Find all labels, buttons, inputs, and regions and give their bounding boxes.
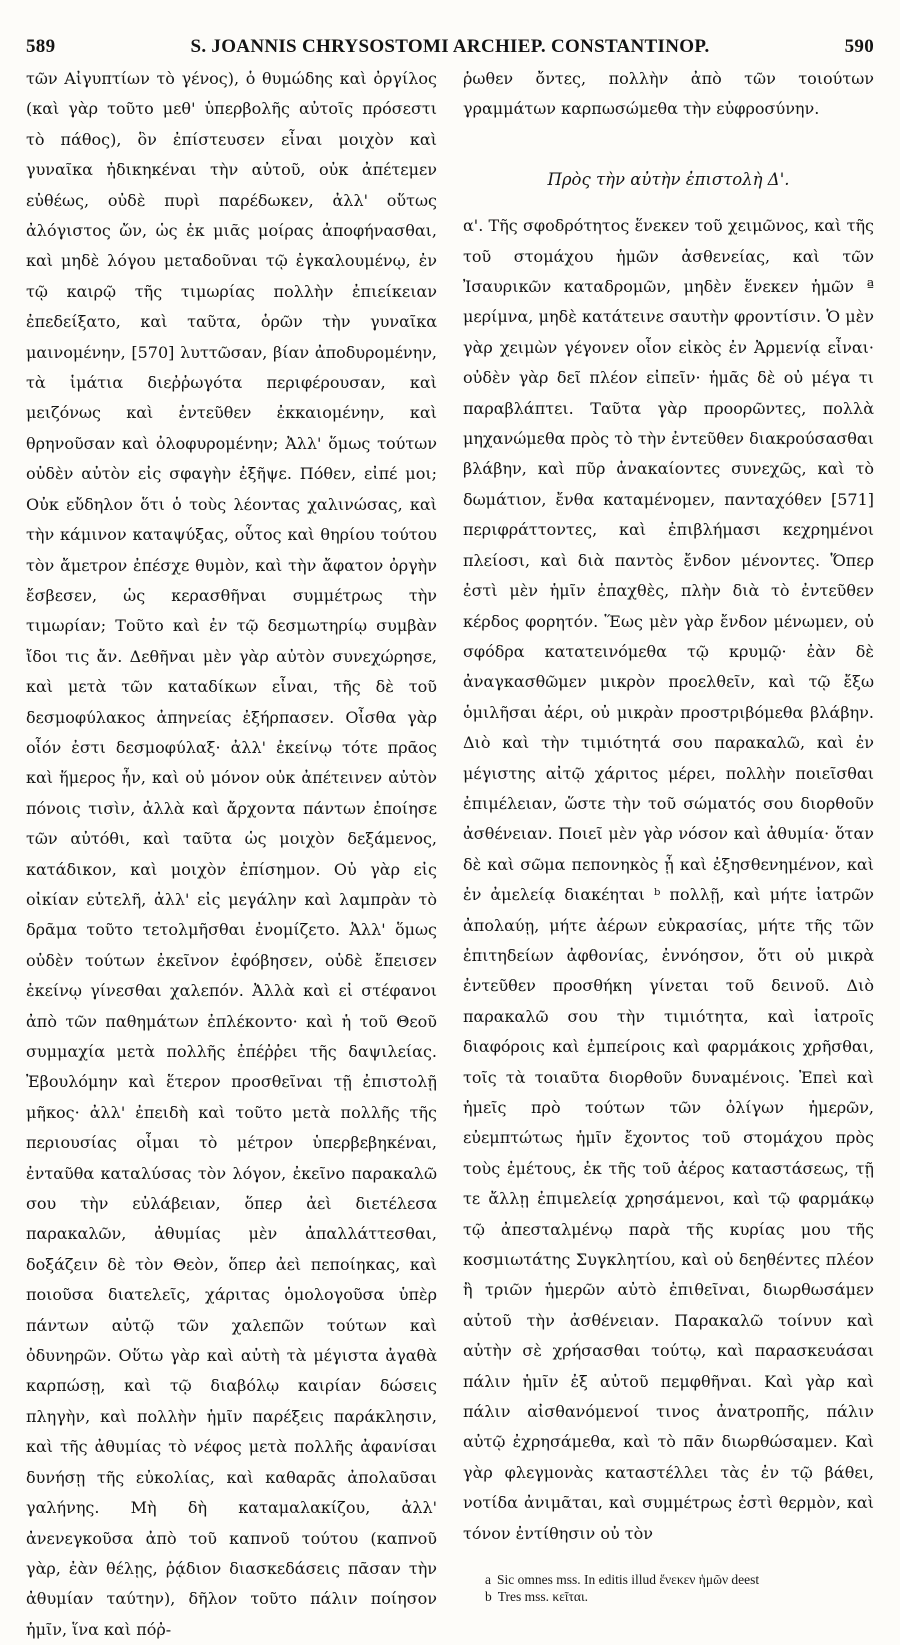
footnote-text: Tres mss. κεῖται. <box>497 1589 589 1605</box>
left-column <box>26 64 437 1645</box>
letter-heading: Πρὸς τὴν αὐτὴν ἐπιστολὴ Δ'. <box>547 169 790 189</box>
running-title: S. JOANNIS CHRYSOSTOMI ARCHIEP. CONSTANTINOP. <box>190 36 710 57</box>
right-column-body: α'. Τῆς σφοδρότητος ἕνεκεν τοῦ χειμῶνος, καὶ τῆς τοῦ στομάχου ἡμῶν ἀσθενείας, καὶ τῶν Ἰσαυρικῶν καταδρομῶν, μηδὲν ἕνεκεν ἡμῶν ª μερίμνα, μηδὲ κατάτεινε σαυτὴν φροντίσιν. Ὁ μὲν γὰρ χειμὼν γέγονεν οἷον εἰκὸς ἐν Ἀρμενίᾳ εἶναι· οὐδὲν γὰρ δεῖ πλέον εἰπεῖν· ἡμᾶς δὲ οὐ μέγα τι παραβλάπτει. Ταῦτα γὰρ προορῶντες, πολλὰ μηχανώμεθα πρὸς τὸ τὴν ἐντεῦθεν διακρούσασθαι βλάβην, καὶ πῦρ ἀνακαίοντες συνεχῶς, καὶ τὸ δωμάτιον, ἔνθα καταμένομεν, πανταχόθεν [571] περιφράττοντες, καὶ ἐπιβλήμασι κεχρημένοι πλείοσι, καὶ διὰ παντὸς ἔνδον μένοντες. Ὅπερ ἐστὶ μὲν ἡμῖν ἐπαχθὲς, πλὴν διὰ τὸ ἐντεῦθεν κέρδος φορητόν. Ἕως μὲν γὰρ ἔνδον μένωμεν, οὐ σφόδρα κατατεινόμεθα τῷ κρυμῷ· ἐὰν δὲ ἀναγκασθῶμεν μικρὸν προελθεῖν, καὶ τῷ ἔξω ὁμιλῆσαι ἀέρι, οὐ μικρὰν προστριβόμεθα βλάβην. Διὸ καὶ τὴν τιμιότητά σου παρακαλῶ, καὶ ἐν μέγιστης αἰτῷ χάριτος μέρει, πολλὴν ποιεῖσθαι ἐπιμέλειαν, ὥστε τὴν τοῦ σώματός σου διορθοῦν ἀσθένειαν. Ποιεῖ μὲν γὰρ νόσον καὶ ἀθυμία· ὅταν δὲ καὶ σῶμα πεπονηκὸς ᾖ καὶ ἐξησθενημένον, καὶ ἐν ἀμελείᾳ διακέηται ᵇ πολλῇ, καὶ μήτε ἰατρῶν ἀπολαύῃ, μήτε ἀέρων εὐκρασίας, μήτε τῆς τῶν ἐπιτηδείων ἀφθονίας, ἐννόησον, ὅτι οὐ μικρὰ ἐντεῦθεν προσθήκη γίνεται τοῦ δεινοῦ. Διὸ παρακαλῶ σου τὴν τιμιότητα, καὶ ἰατροῖς διαφόροις καὶ ἐμπείροις καὶ φαρμάκοις χρῆσθαι, τοῖς τὰ τοιαῦτα διορθοῦν δυναμένοις. Ἐπεὶ καὶ ἡμεῖς πρὸ τούτων τῶν ὀλίγων ἡμερῶν, εὐεμπτώτως ἡμῖν ἔχοντος τοῦ στομάχου πρὸς τοὺς ἐμέτους, ἐκ τῆς τοῦ ἀέρος καταστάσεως, τῇ τε ἄλλῃ ἐπιμελείᾳ χρησάμενοι, καὶ τῷ φαρμάκῳ τῷ ἀπεσταλμένῳ παρὰ τῆς κυρίας μου τῆς κοσμιωτάτης Συγκλητίου, καὶ οὐ δεηθέντες πλέον ἢ τριῶν ἡμερῶν αὐτὸ ἐπιθεῖναι, διωρθωσάμεν αὐτοῦ τὴν ἀσθένειαν. Παρακαλῶ τοίνυν καὶ αὐτὴν σὲ χρήσασθαι τούτῳ, καὶ παρασκευάσαι πάλιν ἡμῖν ἐξ αὐτοῦ πεμφθῆναι. Καὶ γὰρ καὶ πάλιν αἰσθανόμενοί τινος ἀνατροπῆς, πάλιν αὐτῷ ἐχρησάμεθα, καὶ τὸ πᾶν διωρθώσαμεν. Καὶ γὰρ φλεγμονὰς καταστέλλει τὰς ἐν τῷ βάθει, νοτίδα ἀνιμᾶται, καὶ συμμέτρως ἐστὶ θερμὸν, καὶ τόνον ἐντίθησιν οὐ τὸν <box>463 216 874 1543</box>
text-columns <box>26 64 874 1645</box>
right-column-intro: ῥωθεν ὄντες, πολλὴν ἀπὸ τῶν τοιούτων γραμμάτων καρπωσώμεθα τὴν εὐφροσύνην. <box>463 69 874 119</box>
footnote-label: a <box>485 1572 491 1588</box>
footnotes <box>463 1571 874 1605</box>
right-page-number: 590 <box>844 36 874 57</box>
left-page-number: 589 <box>26 36 56 57</box>
footnote-label: b <box>485 1589 492 1605</box>
running-header <box>26 36 874 60</box>
footnote-text: Sic omnes mss. In editis illud ἕνεκεν ἡμῶν deest <box>497 1572 760 1588</box>
footnote-a <box>485 1571 874 1588</box>
left-column-text: τῶν Αἰγυπτίων τὸ γένος), ὁ θυμώδης καὶ ὀργίλος (καὶ γὰρ τοῦτο μεθ' ὑπερβολῆς αὐτοῖς πρόσεστι τὸ πάθος), ὃν ἐπίστευσεν εἶναι μοιχὸν καὶ γυναῖκα ἠδικηκέναι τὴν αὐτοῦ, οὐκ ἀπέτεμεν εὐθέως, οὐδὲ πυρὶ παρέδωκεν, ἀλλ' οὕτως ἀλόγιστος ὤν, ὡς ἐκ μιᾶς μοίρας ἀποφήνασθαι, καὶ μηδὲ λόγου μεταδοῦναι τῷ ἐγκαλουμένῳ, ἐν τῷ καιρῷ τῆς τιμωρίας πολλὴν ἐπιείκειαν ἐπεδείξατο, καὶ ταῦτα, ὁρῶν τὴν γυναῖκα μαινομένην, [570] λυττῶσαν, βίαν ἀποδυρομένην, τὰ ἱμάτια διεῤῥωγότα περιφέρουσαν, καὶ μειζόνως καὶ ἐντεῦθεν ἐκκαιομένην, καὶ θρηνοῦσαν καὶ ὀλοφυρομένην; Ἀλλ' ὅμως τούτων οὐδὲν αὐτὸν εἰς σφαγὴν ἐξῆψε. Πόθεν, εἰπέ μοι; Οὐκ εὔδηλον ὅτι ὁ τοὺς λέοντας χαλινώσας, καὶ τὴν κάμινον καταψύξας, οὗτος καὶ θηρίου τούτου τὸν ἄμετρον ἐπέσχε θυμὸν, καὶ τὴν ἄφατον ὀργὴν ἔσβεσεν, ὡς κερασθῆναι συμμέτρως τὴν τιμωρίαν; Τοῦτο καὶ ἐν τῷ δεσμωτηρίῳ συμβὰν ἴδοι τις ἄν. Δεθῆναι μὲν γὰρ αὐτὸν συνεχώρησε, καὶ μετὰ τῶν καταδίκων εἶναι, τῆς δὲ τοῦ δεσμοφύλακος ἀπηνείας ἐξήρπασεν. Οἶσθα γὰρ οἷόν ἐστι δεσμοφύλαξ· ἀλλ' ἐκείνῳ τότε πρᾶος καὶ ἥμερος ἦν, καὶ οὐ μόνον οὐκ ἀπέτεινεν αὐτὸν πόνοις τισὶν, ἀλλὰ καὶ ἄρχοντα πάντων ἐποίησε τῶν αὐτόθι, καὶ ταῦτα ὡς μοιχὸν δεξάμενος, κατάδικον, καὶ μοιχὸν ἐπίσημον. Οὐ γὰρ εἰς οἰκίαν εὐτελῆ, ἀλλ' εἰς μεγάλην καὶ λαμπρὰν τὸ δρᾶμα τοῦτο τετολμῆσθαι ἐνομίζετο. Ἀλλ' ὅμως οὐδὲν τούτων ἐκεῖνον ἐφόβησεν, οὐδὲ ἔπεισεν ἐκείνῳ γίνεσθαι χαλεπόν. Ἀλλὰ καὶ εἰ στέφανοι ἀπὸ τῶν παθημάτων ἐπλέκοντο· καὶ ἡ τοῦ Θεοῦ συμμαχία μετὰ πολλῆς ἐπέῤῥει τῆς δαψιλείας. Ἐβουλόμην καὶ ἕτερον προσθεῖναι τῇ ἐπιστολῇ μῆκος· ἀλλ' ἐπειδὴ καὶ τοῦτο μετὰ πολλῆς τῆς περιουσίας οἶμαι τὸ μέτρον ὑπερβεβηκέναι, ἐνταῦθα καταλύσας τὸν λόγον, ἐκεῖνο παρακαλῶ σου τὴν εὐλάβειαν, ὅπερ ἀεὶ διετέλεσα παρακαλῶν, ἀθυμίας μὲν ἀπαλλάττεσθαι, δοξάζειν δὲ τὸν Θεὸν, ὅπερ ἀεὶ πεποίηκας, καὶ ποιοῦσα διατελεῖς, χάριτας ὁμολογοῦσα ὑπὲρ πάντων αὐτῷ τῶν χαλεπῶν τούτων καὶ ὀδυνηρῶν. Οὕτω γὰρ καὶ αὐτὴ τὰ μέγιστα ἀγαθὰ καρπώσῃ, καὶ τῷ διαβόλῳ καιρίαν δώσεις πληγὴν, καὶ πολλὴν ἡμῖν παρέξεις παράκλησιν, καὶ τῆς ἀθυμίας τὸ νέφος μετὰ πολλῆς ἀφανίσαι δυνήσῃ τῆς εὐκολίας, καὶ καθαρᾶς ἀπολαῦσαι γαλήνης. Μὴ δὴ καταμαλακίζου, ἀλλ' ἀνενεγκοῦσα ἀπὸ τοῦ καπνοῦ τούτου (καπνοῦ γὰρ, ἐὰν θέλῃς, ῥᾴδιον διασκεδάσεις πᾶσαν τὴν ἀθυμίαν ταύτην), δῆλον τοῦτο πάλιν ποίησον ἡμῖν, ἵνα καὶ πόῤ- <box>26 69 437 1639</box>
footnote-b <box>485 1588 874 1605</box>
right-column <box>463 64 874 1645</box>
